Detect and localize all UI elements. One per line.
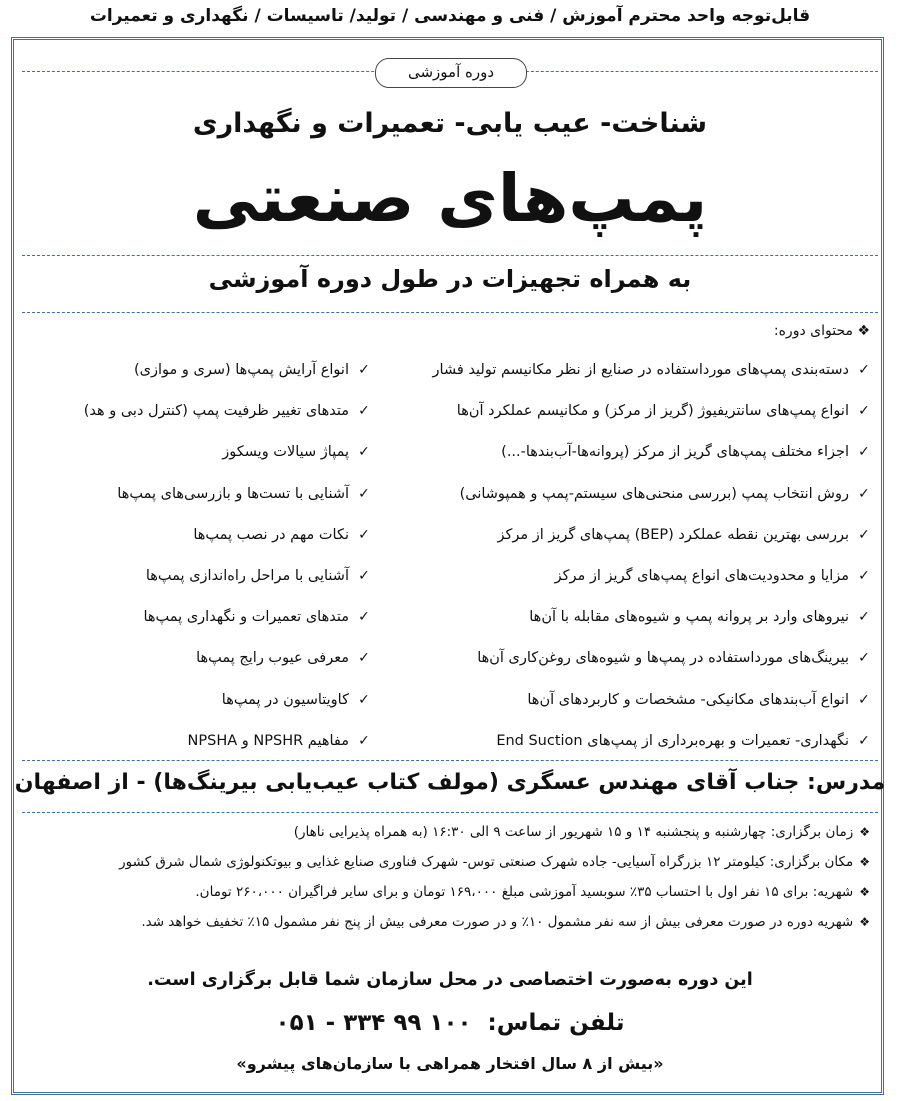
content-list-right: [400, 350, 870, 762]
list-item-text: آشنایی با مراحل راه‌اندازی پمپ‌ها: [145, 567, 349, 584]
list-item-text: انواع آرایش پمپ‌ها (سری و موازی): [133, 362, 349, 378]
check-icon: ✓: [358, 485, 370, 502]
list-item-text: معرفی عیوب رایج پمپ‌ها: [196, 650, 349, 667]
list-item-text: انواع پمپ‌های سانتریفیوژ (گریز از مرکز) و مکانیسم عملکرد آن‌ها: [456, 403, 849, 420]
list-item-text: نگهداری- تعمیرات و بهره‌برداری از پمپ‌های End Suction: [496, 732, 849, 749]
list-item: [400, 638, 870, 679]
diamond-bullet-icon: ❖: [859, 885, 870, 899]
check-icon: ✓: [358, 362, 370, 378]
list-item: [400, 391, 870, 432]
list-item-text: متدهای تعمیرات و نگهداری پمپ‌ها: [143, 609, 349, 626]
check-icon: ✓: [858, 362, 870, 378]
phone-label: تلفن تماس:: [487, 1010, 625, 1036]
list-item-text: مزایا و محدودیت‌های انواع پمپ‌های گریز از مرکز: [554, 567, 849, 584]
list-item-text: نیروهای وارد بر پروانه پمپ و شیوه‌های مقابله با آن‌ها: [529, 609, 849, 626]
list-item-text: پمپاژ سیالات ویسکوز: [222, 444, 349, 461]
list-item: [40, 721, 370, 762]
check-icon: ✓: [858, 403, 870, 420]
phone-line: [0, 1010, 900, 1036]
teacher-line: مدرس: جناب آقای مهندس عسگری (مولف کتاب عیب‌یابی بیرینگ‌ها) - از اصفهان: [14, 770, 886, 795]
course-title: پمپ‌های صنعتی: [192, 160, 708, 237]
list-item-text: نکات مهم در نصب پمپ‌ها: [193, 526, 349, 543]
check-icon: ✓: [358, 444, 370, 461]
diamond-bullet-icon: ❖: [859, 825, 870, 839]
list-item: [400, 432, 870, 473]
check-icon: ✓: [858, 485, 870, 502]
list-item: [400, 474, 870, 515]
diamond-bullet-icon: ❖: [857, 323, 870, 339]
list-item: [400, 721, 870, 762]
list-item: [400, 597, 870, 638]
teacher-divider-bottom: [22, 812, 878, 813]
content-divider: [22, 312, 878, 313]
list-item: [400, 515, 870, 556]
teacher-divider-top: [22, 760, 878, 761]
audience-line: قابل‌توجه واحد محترم آموزش / فنی و مهندسی / تولید/ تاسیسات / نگهداری و تعمیرات: [89, 6, 811, 26]
title-divider: [22, 255, 878, 256]
info-location: ❖ مکان برگزاری: کیلومتر ۱۲ بزرگراه آسیایی- جاده شهرک صنعتی توس- شهرک فناوری صنایع غذایی و بیوتکنولوژی شمال شرق کشور: [25, 847, 870, 877]
list-item: [40, 638, 370, 679]
list-item-text: اجزاء مختلف پمپ‌های گریز از مرکز (پروانه‌ها-آب‌بندها-...): [501, 444, 849, 461]
course-badge: دوره آموزشی: [375, 58, 527, 88]
check-icon: ✓: [858, 609, 870, 626]
diamond-bullet-icon: ❖: [859, 915, 870, 929]
check-icon: ✓: [858, 691, 870, 708]
list-item-text: دسته‌بندی پمپ‌های مورداستفاده در صنایع از نظر مکانیسم تولید فشار: [432, 362, 849, 378]
info-list: [25, 817, 870, 937]
info-time: ❖ زمان برگزاری: چهارشنبه و پنجشنبه ۱۴ و ۱۵ شهریور از ساعت ۹ الی ۱۶:۳۰ (به همراه پذیرایی ناهار): [25, 817, 870, 847]
check-icon: ✓: [358, 609, 370, 626]
list-item-text: بررسی بهترین نقطه عملکرد (BEP) پمپ‌های گریز از مرکز: [497, 526, 849, 543]
equipment-note: به همراه تجهیزات در طول دوره آموزشی: [208, 265, 692, 293]
check-icon: ✓: [858, 732, 870, 749]
check-icon: ✓: [858, 567, 870, 584]
check-icon: ✓: [358, 403, 370, 420]
check-icon: ✓: [358, 732, 370, 749]
phone-number[interactable]: ۰۵۱ - ۳۳۴ ۹۹ ۱۰۰: [275, 1010, 472, 1036]
list-item: [400, 556, 870, 597]
list-item-text: آشنایی با تست‌ها و بازرسی‌های پمپ‌ها: [117, 485, 349, 502]
list-item-text: بیرینگ‌های مورداستفاده در پمپ‌ها و شیوه‌های روغن‌کاری آن‌ها: [477, 650, 849, 667]
list-item-text: مفاهیم NPSHR و NPSHA: [187, 732, 349, 749]
check-icon: ✓: [358, 526, 370, 543]
content-list-left: [40, 350, 370, 762]
check-icon: ✓: [858, 444, 870, 461]
list-item: [40, 391, 370, 432]
list-item-text: روش انتخاب پمپ (بررسی منحنی‌های سیستم-پمپ و همپوشانی): [459, 485, 849, 502]
check-icon: ✓: [858, 526, 870, 543]
check-icon: ✓: [858, 650, 870, 667]
list-item: [40, 432, 370, 473]
check-icon: ✓: [358, 650, 370, 667]
info-fee: ❖ شهریه: برای ۱۵ نفر اول با احتساب ۳۵٪ سوبسید آموزشی مبلغ ۱۶۹،۰۰۰ تومان و برای سایر فراگیران ۲۶۰،۰۰۰ تومان.: [25, 877, 870, 907]
list-item: [400, 680, 870, 721]
list-item: [40, 556, 370, 597]
content-heading: [774, 323, 870, 339]
check-icon: ✓: [358, 691, 370, 708]
list-item: [400, 350, 870, 391]
list-item: [40, 474, 370, 515]
course-subtitle: شناخت- عیب یابی- تعمیرات و نگهداری: [192, 108, 708, 139]
info-discount: ❖ شهریه دوره در صورت معرفی بیش از سه نفر مشمول ۱۰٪ و در صورت معرفی بیش از پنج نفر مشمول ۱۵٪ تخفیف خواهد شد.: [25, 907, 870, 937]
list-item-text: کاویتاسیون در پمپ‌ها: [221, 691, 349, 708]
in-house-note: این دوره به‌صورت اختصاصی در محل سازمان شما قابل برگزاری است.: [147, 970, 753, 990]
list-item: [40, 597, 370, 638]
diamond-bullet-icon: ❖: [859, 855, 870, 869]
list-item-text: متدهای تغییر ظرفیت پمپ (کنترل دبی و هد): [83, 403, 349, 420]
slogan: «بیش از ۸ سال افتخار همراهی با سازمان‌های پیشرو»: [236, 1054, 664, 1073]
list-item: [40, 680, 370, 721]
list-item-text: انواع آب‌بندهای مکانیکی- مشخصات و کاربردهای آن‌ها: [527, 691, 849, 708]
list-item: [40, 350, 370, 391]
list-item: [40, 515, 370, 556]
check-icon: ✓: [358, 567, 370, 584]
content-label: محتوای دوره:: [773, 323, 853, 339]
